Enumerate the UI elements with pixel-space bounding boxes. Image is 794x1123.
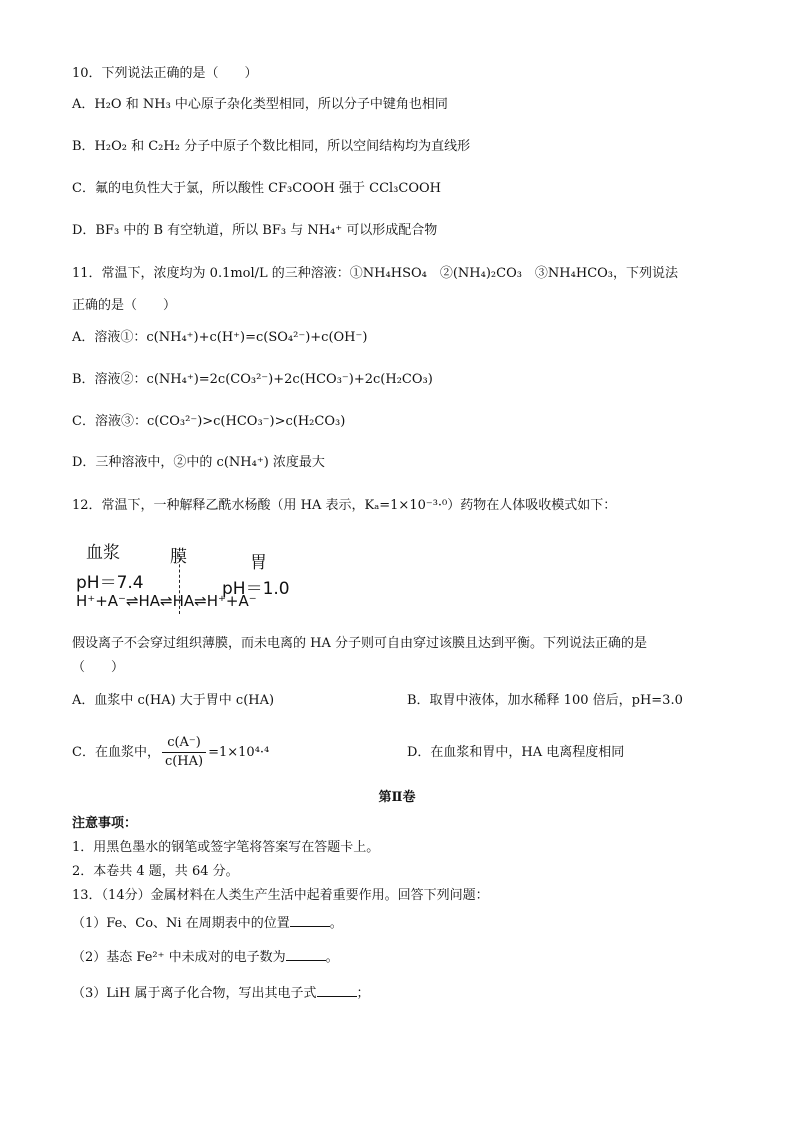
q13-stem: 13．（14分）金属材料在人类生产生活中起着重要作用。回答下列问题： bbox=[72, 888, 489, 903]
q13-part3-text: （3）LiH 属于离子化合物，写出其电子式 bbox=[72, 986, 317, 1001]
fraction-denominator: c(HA) bbox=[164, 754, 204, 769]
q12-option-d: D．在血浆和胃中，HA 电离程度相同 bbox=[407, 745, 625, 760]
notice-item-2: 2．本卷共 4 题，共 64 分。 bbox=[72, 864, 239, 879]
q10-option-d: D．BF₃ 中的 B 有空轨道，所以 BF₃ 与 NH₄⁺ 可以形成配合物 bbox=[72, 223, 438, 238]
q12-option-c bbox=[72, 730, 269, 776]
q13-part1 bbox=[72, 912, 343, 934]
notice-item-1: 1．用黑色墨水的钢笔或签字笔将答案写在答题卡上。 bbox=[72, 840, 380, 855]
q10-stem: 10．下列说法正确的是（ ） bbox=[72, 66, 258, 81]
q11-option-a: A．溶液①：c(NH₄⁺)+c(H⁺)=c(SO₄²⁻)+c(OH⁻) bbox=[72, 330, 368, 345]
label-plasma: 血浆 bbox=[86, 543, 120, 563]
label-membrane: 膜 bbox=[170, 547, 187, 567]
q12-option-c-suffix: =1×10⁴·⁴ bbox=[208, 745, 270, 760]
q13-part3-end: ； bbox=[356, 986, 370, 1001]
q13-part2-text: （2）基态 Fe²⁺ 中未成对的电子数为 bbox=[72, 950, 286, 965]
q10-option-c: C．氟的电负性大于氯，所以酸性 CF₃COOH 强于 CCl₃COOH bbox=[72, 181, 441, 196]
ratio-fraction bbox=[162, 734, 206, 771]
section-title: 第Ⅱ卷 bbox=[378, 790, 416, 805]
answer-blank bbox=[286, 946, 326, 961]
answer-blank bbox=[290, 912, 330, 927]
q13-part1-text: （1）Fe、Co、Ni 在周期表中的位置 bbox=[72, 916, 290, 931]
ph-stomach: pH＝1.0 bbox=[222, 579, 290, 599]
q11-option-d: D．三种溶液中，②中的 c(NH₄⁺) 浓度最大 bbox=[72, 455, 325, 470]
q12-option-a: A．血浆中 c(HA) 大于胃中 c(HA) bbox=[72, 693, 275, 708]
q12-stem: 12．常温下，一种解释乙酰水杨酸（用 HA 表示，Kₐ=1×10⁻³·⁰）药物在人体吸收模式如下： bbox=[72, 498, 617, 513]
q11-option-c: C．溶液③：c(CO₃²⁻)>c(HCO₃⁻)>c(H₂CO₃) bbox=[72, 414, 346, 429]
q11-stem-line1: 11．常温下，浓度均为 0.1mol/L 的三种溶液：①NH₄HSO₄ ②(NH₄)₂CO₃ ③NH₄HCO₃，下列说法 bbox=[72, 266, 679, 281]
q13-part3 bbox=[72, 982, 370, 1004]
q12-option-b: B．取胃中液体，加水稀释 100 倍后，pH=3.0 bbox=[407, 693, 683, 708]
q13-part2-end: 。 bbox=[325, 950, 339, 965]
q11-stem-line2: 正确的是（ ） bbox=[72, 298, 177, 313]
notice-heading: 注意事项： bbox=[72, 816, 138, 831]
q12-desc-line1: 假设离子不会穿过组织薄膜，而未电离的 HA 分子则可自由穿过该膜且达到平衡。下列说法正确的是 bbox=[72, 636, 647, 651]
answer-blank bbox=[317, 982, 357, 997]
q12-option-c-prefix: C．在血浆中， bbox=[72, 745, 160, 760]
q13-part1-end: 。 bbox=[329, 916, 343, 931]
q10-option-a: A．H₂O 和 NH₃ 中心原子杂化类型相同，所以分子中键角也相同 bbox=[72, 97, 448, 112]
q13-part2 bbox=[72, 946, 339, 968]
q11-option-b: B．溶液②：c(NH₄⁺)=2c(CO₃²⁻)+2c(HCO₃⁻)+2c(H₂CO₃) bbox=[72, 372, 433, 387]
equilibrium-equation: H⁺+A⁻⇌HA⇌HA⇌H⁺+A⁻ bbox=[76, 592, 257, 610]
q12-desc-line2: （ ） bbox=[72, 660, 125, 675]
q10-option-b: B．H₂O₂ 和 C₂H₂ 分子中原子个数比相同，所以空间结构均为直线形 bbox=[72, 139, 471, 154]
label-stomach: 胃 bbox=[250, 553, 267, 573]
fraction-numerator: c(A⁻) bbox=[162, 734, 206, 753]
ph-plasma: pH＝7.4 bbox=[76, 573, 144, 593]
absorption-diagram bbox=[76, 538, 291, 620]
